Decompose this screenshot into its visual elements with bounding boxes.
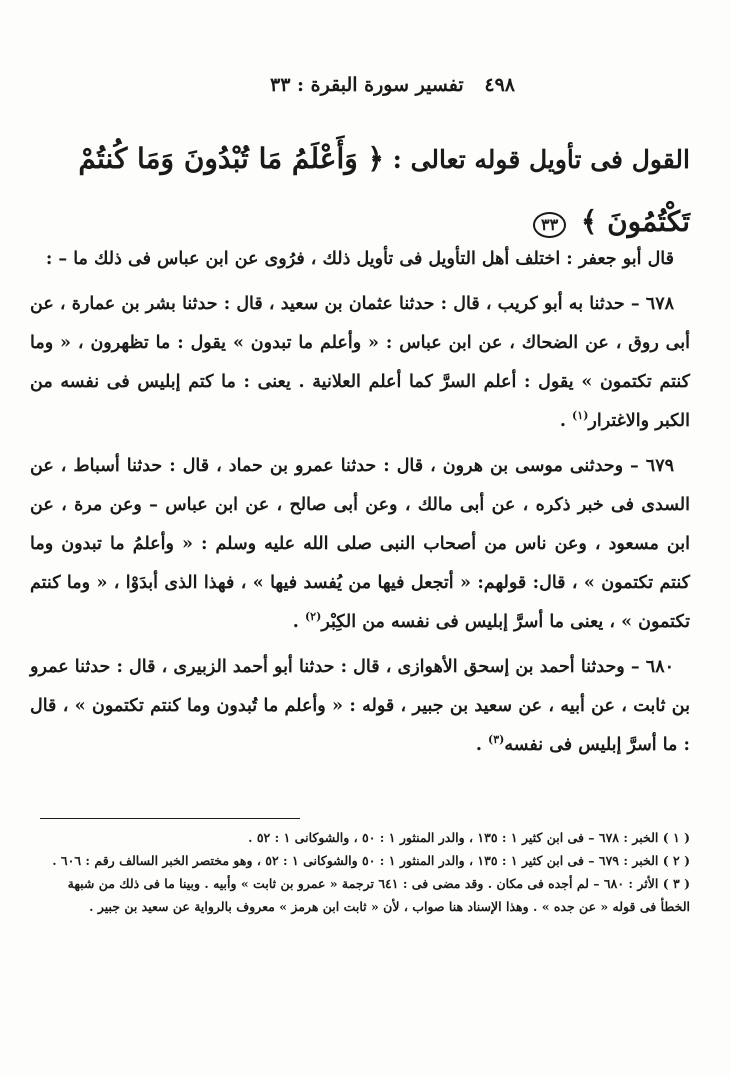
section-title (30, 128, 690, 254)
footnote-marker: (٣) (488, 733, 505, 747)
footnote: ( ١ ) الخبر : ٦٧٨ – فى ابن كثير ١ : ١٣٥ ، والدر المنثور ١ : ٥٠ ، والشوكانى ١ : ٥٢ . (248, 830, 690, 845)
verse-number: ٣٣ (533, 212, 566, 238)
footnotes (40, 826, 690, 918)
running-head: تفسير سورة البقرة : ٣٣ (270, 74, 464, 96)
paragraph: ٦٧٩ – وحدثنى موسى بن هرون ، قال : حدثنا عمرو بن حماد ، قال : حدثنا أسباط ، عن السدى فى خبر ذكره ، عن أبى مالك ، وعن أبى صالح ، عن ابن عباس – وعن مرة ، عن ابن مسعود ، وعن ناس من أصحاب النبى صلى الله عليه وسلم : « وأعلمُ ما تبدون وما كنتم تكتمون » ، قال: قولهم: « أتجعل فيها من يُفسد فيها » ، فهذا الذى أبدَوْا ، « وما كنتم تكتمون » ، يعنى ما أسرَّ إبليس فى نفسه من الكِبْر$^{(٢)}$ . (30, 456, 690, 632)
quran-verse: ﴿ وَأَعْلَمُ مَا تُبْدُونَ وَمَا كُنتُمْ تَكْتُمُونَ ﴾ (78, 142, 690, 238)
body-text (30, 240, 690, 771)
page-number: ٤٩٨ (484, 74, 515, 96)
page-header (40, 70, 690, 104)
paragraph: ٦٧٨ – حدثنا به أبو كريب ، قال : حدثنا عثمان بن سعيد ، قال : حدثنا بشر بن عمارة ، عن أبى روق ، عن الضحاك ، عن ابن عباس : « وأعلم ما تبدون » يقول : ما تظهرون ، « وما كنتم تكتمون » يقول : أعلم السرَّ كما أعلم العلانية . يعنى : ما كتم إبليس فى نفسه من الكبر والاغترار$^{(١)}$ . (30, 294, 690, 431)
footnote: ( ٢ ) الخبر : ٦٧٩ – فى ابن كثير ١ : ١٣٥ ، والدر المنثور ١ : ٥٠ والشوكانى ١ : ٥٢ ، وهو مختصر الخبر السالف رقم : ٦٠٦ . (52, 853, 690, 868)
paragraph: قال أبو جعفر : اختلف أهل التأويل فى تأويل ذلك ، فرُوى عن ابن عباس فى ذلك ما – : (45, 249, 674, 269)
title-prefix: القول فى تأويل قوله تعالى : (392, 145, 690, 174)
paragraph: ٦٨٠ – وحدثنا أحمد بن إسحق الأهوازى ، قال : حدثنا أبو أحمد الزبيرى ، قال : حدثنا عمرو بن ثابت ، عن أبيه ، عن سعيد بن جبير ، قوله : « وأعلم ما تُبدون وما كنتم تكتمون » ، قال : ما أسرَّ إبليس فى نفسه$^{(٣)}$ . (30, 657, 690, 755)
footnote-marker: (٢) (304, 610, 322, 624)
footnote-marker: (١) (572, 409, 589, 423)
footnote: ( ٣ ) الأثر : ٦٨٠ – لم أجده فى مكان . وقد مضى فى : ٦٤١ ترجمة « عمرو بن ثابت » وأبيه . وبينا ما فى ذلك من شبهة الخطأ فى قوله « عن جده » . وهذا الإسناد هنا صواب ، لأن « ثابت ابن هرمز » معروف بالرواية عن سعيد بن جبير . (67, 876, 690, 914)
footnote-divider (40, 818, 300, 819)
